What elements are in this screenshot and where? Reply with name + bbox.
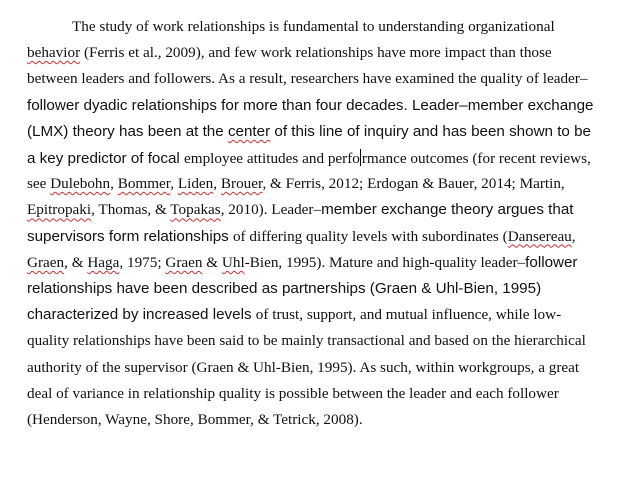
text-run: employee attitudes and perfo xyxy=(184,150,360,167)
paragraph-line xyxy=(27,149,591,168)
spellcheck-flagged-word: Epitropaki xyxy=(27,201,92,219)
text-run: relationships have been described as partnerships (Graen & Uhl-Bien, 1995) xyxy=(27,280,542,297)
spellcheck-flagged-word: behavior xyxy=(27,44,81,62)
spellcheck-flagged-word: Topakas xyxy=(170,201,221,219)
text-run: , Thomas, & xyxy=(91,201,171,219)
paragraph-line xyxy=(27,97,593,115)
text-run: deal of variance in relationship quality is possible between the leader and each follower xyxy=(27,384,559,402)
text-run: , 2010). Leader– xyxy=(220,201,322,219)
text-run: -Bien, 1995). Mature and high-quality leader– xyxy=(244,253,526,271)
spellcheck-flagged-word: Dulebohn xyxy=(50,175,111,193)
text-run: of differing quality levels with subordinates ( xyxy=(232,227,508,245)
paragraph-line xyxy=(27,306,561,324)
paragraph-line xyxy=(27,175,565,193)
text-run: & xyxy=(202,253,222,271)
text-run: see xyxy=(27,175,51,193)
paragraph-line xyxy=(27,44,552,62)
paragraph-line xyxy=(27,123,591,141)
paragraph-line xyxy=(72,18,555,36)
text-run: member exchange theory argues that xyxy=(321,201,574,219)
paragraph-line xyxy=(27,70,587,88)
spellcheck-flagged-word: Haga xyxy=(87,253,120,271)
text-run: between leaders and followers. As a result, researchers have examined the quality of leader– xyxy=(27,70,588,88)
text-run: characterized by increased levels xyxy=(27,306,256,324)
paragraph-line xyxy=(27,201,574,219)
text-run: , & Ferris, 2012; Erdogan & Bauer, 2014; Martin, xyxy=(262,175,565,193)
paragraph-line xyxy=(27,385,559,403)
spellcheck-flagged-word: Uhl xyxy=(221,253,245,271)
paragraph-line xyxy=(27,411,363,429)
text-run: , & xyxy=(64,253,88,271)
paragraph-line xyxy=(27,228,576,246)
text-run: (Henderson, Wayne, Shore, Bommer, & Tetrick, 2008). xyxy=(27,411,363,428)
spellcheck-flagged-word: Graen xyxy=(27,253,65,271)
paragraph-line xyxy=(27,359,579,377)
text-run: of this line of inquiry and has been shown to be xyxy=(270,122,591,140)
spellcheck-flagged-word: Graen xyxy=(165,253,203,271)
text-run: , xyxy=(571,227,576,245)
text-run: of trust, support, and mutual influence, while low- xyxy=(255,306,562,324)
text-run: follower dyadic relationships for more than four decades. Leader–member exchange xyxy=(27,96,594,114)
spellcheck-flagged-word: Brouer xyxy=(220,175,263,193)
paragraph-line xyxy=(27,332,586,350)
text-run: supervisors form relationships xyxy=(27,227,233,245)
text-run: follower xyxy=(525,253,578,271)
text-run: a key predictor of focal xyxy=(27,150,185,167)
paragraph-line xyxy=(27,280,541,298)
text-run: , 1975; xyxy=(119,253,166,271)
text-run: (LMX) theory has been at the xyxy=(27,122,228,140)
spellcheck-flagged-word: center xyxy=(227,122,271,140)
text-run: The study of work relationships is fundamental to understanding organizational xyxy=(72,18,555,35)
text-run: , xyxy=(110,175,118,193)
spellcheck-flagged-word: Dansereau xyxy=(507,227,572,245)
text-run: quality relationships have been said to be mainly transactional and based on the hierarchical xyxy=(27,332,586,350)
text-run: authority of the supervisor (Graen & Uhl-Bien, 1995). As such, within workgroups, a great xyxy=(27,358,580,376)
paragraph-line xyxy=(27,254,578,272)
text-run: , xyxy=(213,175,221,193)
text-run: (Ferris et al., 2009), and few work relationships have more impact than those xyxy=(80,44,552,62)
spellcheck-flagged-word: Bommer xyxy=(117,175,171,193)
text-run: rmance outcomes (for recent reviews, xyxy=(361,150,591,167)
spellcheck-flagged-word: Liden xyxy=(177,175,214,193)
text-run: , xyxy=(170,175,178,193)
